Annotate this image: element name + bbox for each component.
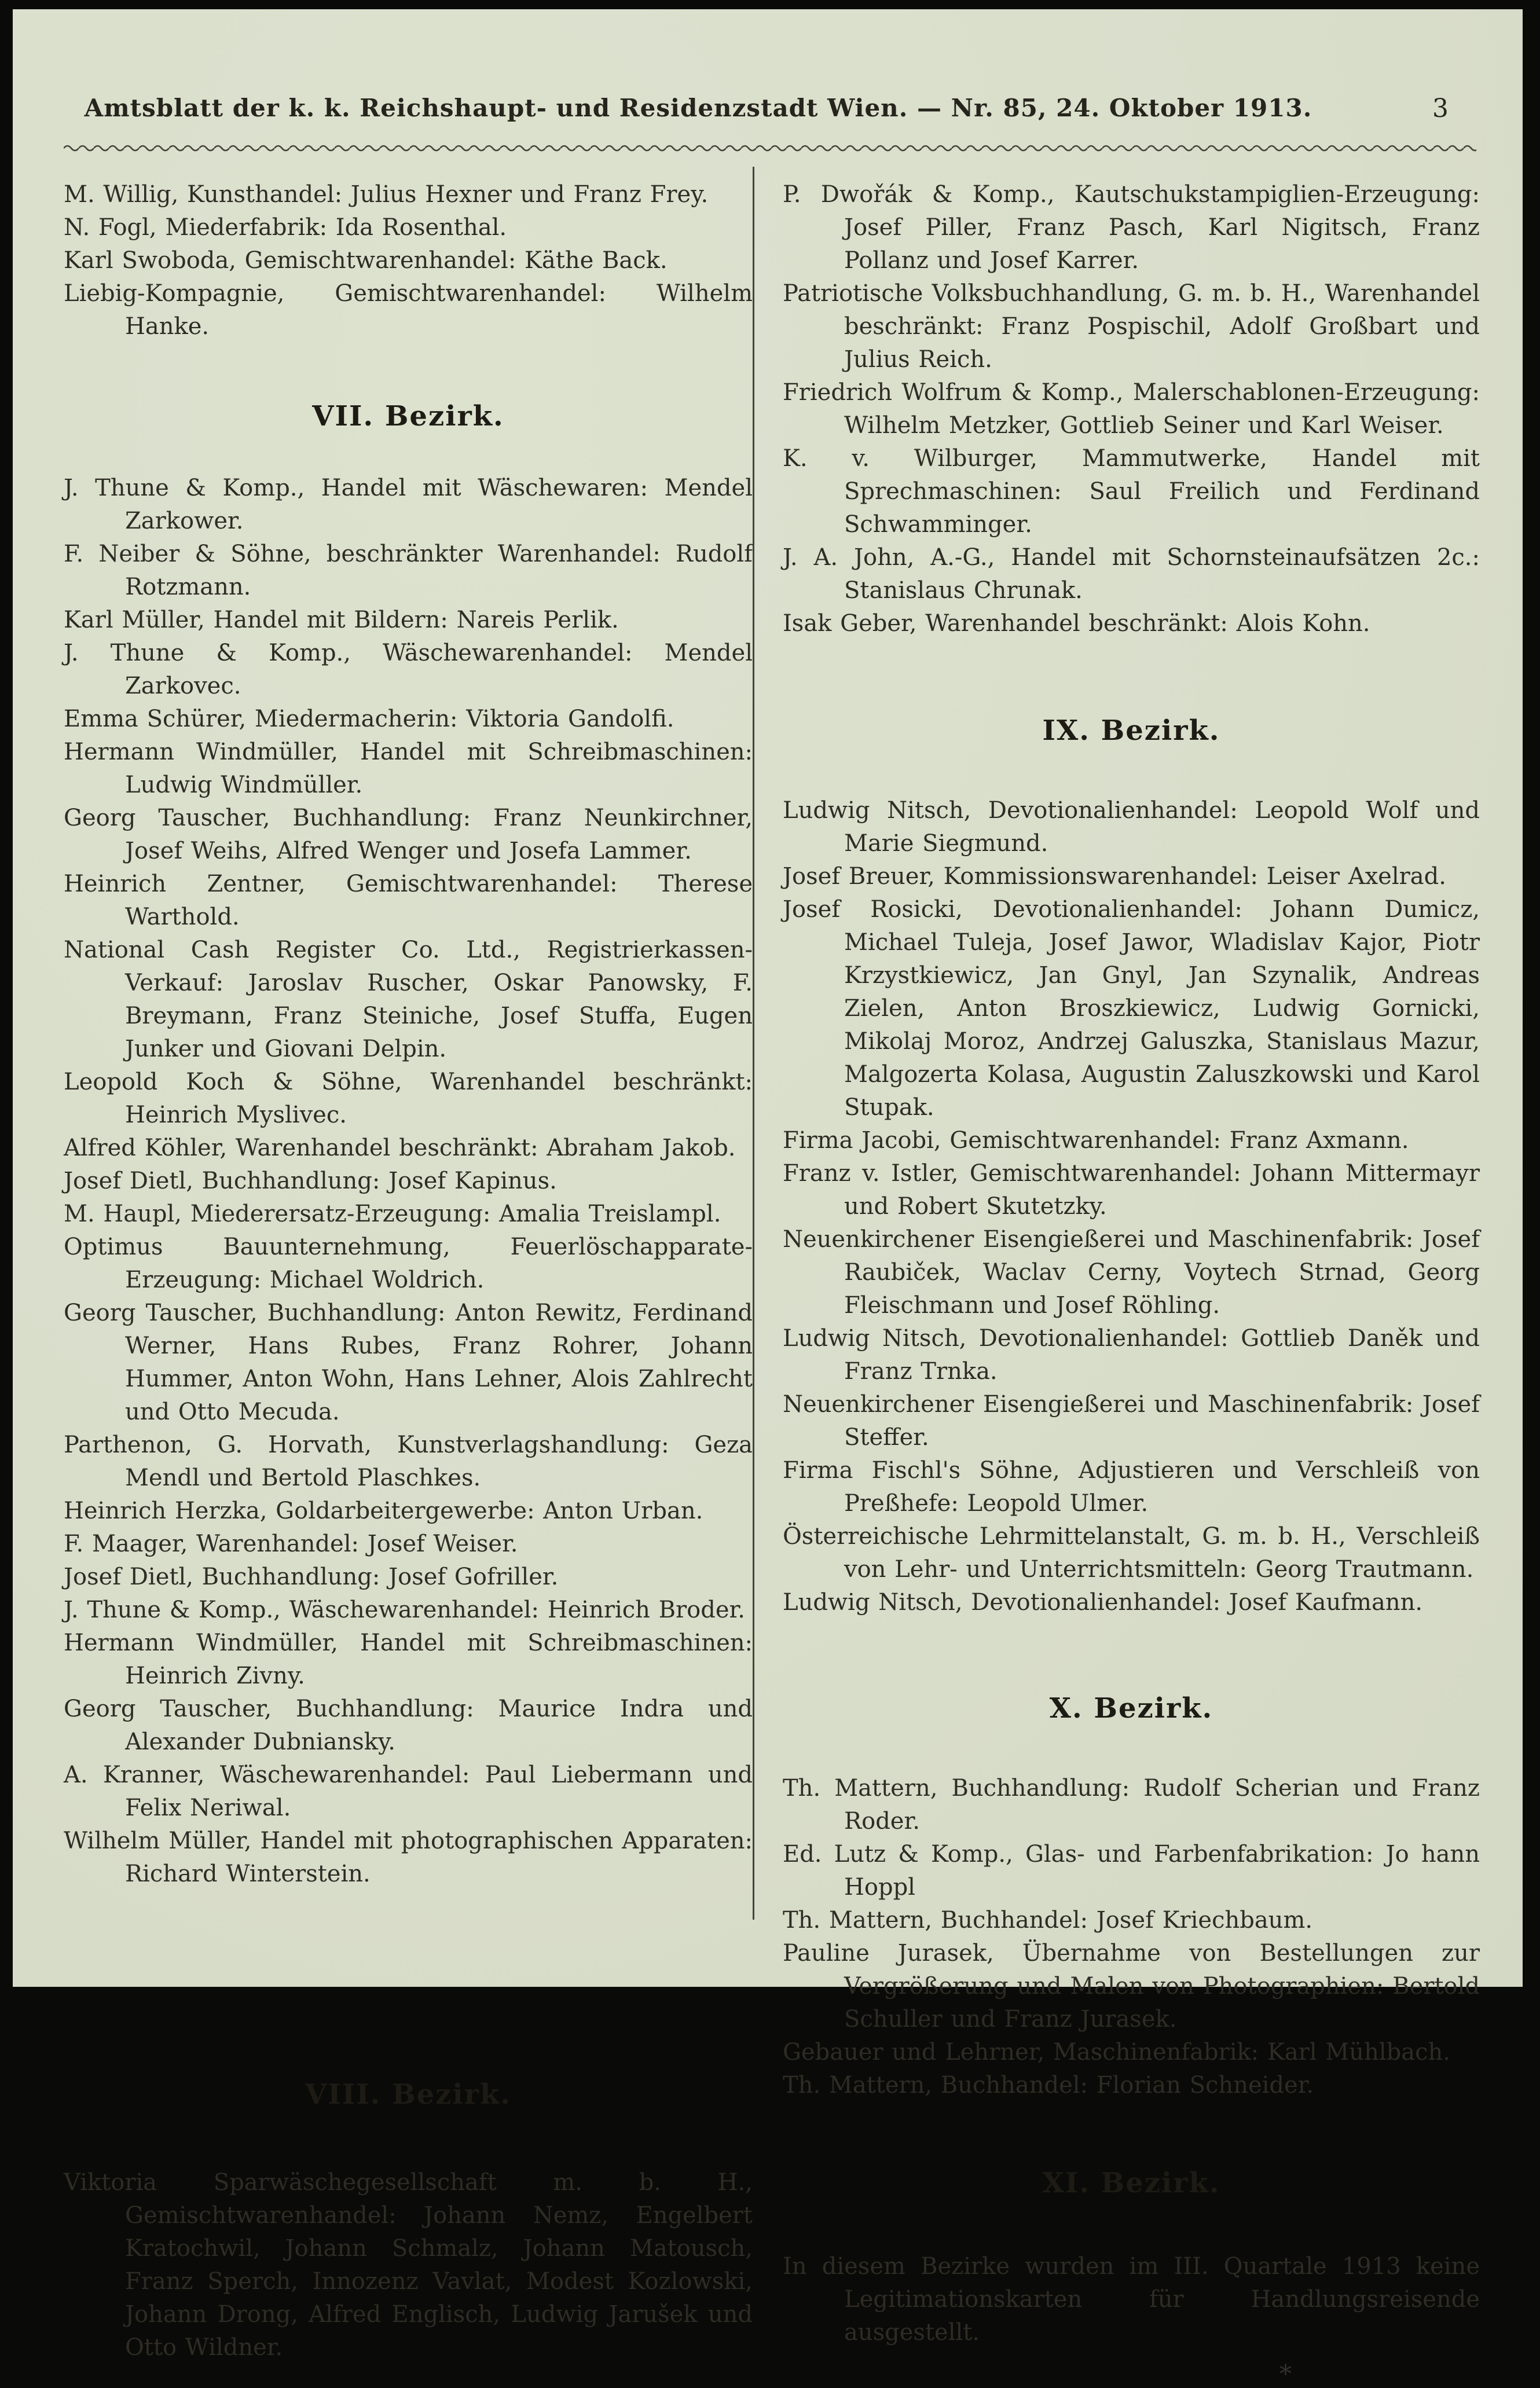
page-number: 3 — [1432, 94, 1449, 123]
section-heading-ix-bezirk: IX. Bezirk. — [1042, 714, 1220, 747]
registry-entry: Parthenon, G. Horvath, Kunstverlagshandlung: Geza Mendl und Bertold Plaschkes. — [64, 1432, 753, 1491]
footnote-asterisk: * — [1279, 2360, 1292, 2388]
registry-entry: Hermann Windmüller, Handel mit Schreibmaschinen: Heinrich Zivny. — [64, 1630, 753, 1689]
registry-entry: Ludwig Nitsch, Devotionalienhandel: Leopold Wolf und Marie Siegmund. — [783, 797, 1480, 857]
registry-entry: J. A. John, A.-G., Handel mit Schornsteinaufsätzen 2c.: Stanislaus Chrunak. — [783, 544, 1480, 604]
registry-entry: National Cash Register Co. Ltd., Registrierkassen-Verkauf: Jaroslav Ruscher, Oskar Panowsky, F. Breymann, Franz Steiniche, Josef Stuffa, Eugen Junker und Giovani Delpin. — [64, 937, 753, 1062]
registry-entry: Georg Tauscher, Buchhandlung: Franz Neunkirchner, Josef Weihs, Alfred Wenger und Josefa Lammer. — [64, 805, 753, 864]
masthead-title: Amtsblatt der k. k. Reichshaupt- und Residenzstadt Wien. — Nr. 85, 24. Oktober 1913. — [84, 94, 1312, 122]
registry-entry: F. Maager, Warenhandel: Josef Weiser. — [64, 1531, 518, 1557]
section-heading-vii-bezirk: VII. Bezirk. — [312, 400, 504, 432]
registry-entry: Neuenkirchener Eisengießerei und Maschinenfabrik: Josef Raubiček, Waclav Cerny, Voytech Strnad, Georg Fleischmann und Josef Röhling. — [783, 1226, 1480, 1319]
registry-entry: Ludwig Nitsch, Devotionalienhandel: Gottlieb Daněk und Franz Trnka. — [783, 1325, 1480, 1385]
registry-entry: Josef Rosicki, Devotionalienhandel: Johann Dumicz, Michael Tuleja, Josef Jawor, Wladislav Kajor, Piotr Krzystkiewicz, Jan Gnyl, Jan Szynalik, Andreas Zielen, Anton Broszkiewicz, Ludwig Gornicki, Mikolaj Moroz, Andrzej Galuszka, Stanislaus Mazur, Malgozerta Kolasa, Augustin Zaluszkowski und Karol Stupak. — [783, 896, 1480, 1121]
registry-entry: Neuenkirchener Eisengießerei und Maschinenfabrik: Josef Steffer. — [783, 1391, 1480, 1451]
entry-list-vii-bezirk — [64, 472, 753, 1891]
registry-entry: Emma Schürer, Miedermacherin: Viktoria Gandolfi. — [64, 706, 674, 732]
registry-entry: Josef Breuer, Kommissionswarenhandel: Leiser Axelrad. — [783, 863, 1446, 890]
registry-entry: M. Willig, Kunsthandel: Julius Hexner und Franz Frey. — [64, 181, 709, 208]
entry-list-viii-bezirk — [64, 2166, 753, 2364]
registry-entry: F. Neiber & Söhne, beschränkter Warenhandel: Rudolf Rotzmann. — [64, 541, 753, 600]
page-header — [13, 9, 1523, 134]
registry-entry: J. Thune & Komp., Handel mit Wäschewaren: Mendel Zarkower. — [64, 475, 753, 534]
registry-entry: Franz v. Istler, Gemischtwarenhandel: Johann Mittermayr und Robert Skutetzky. — [783, 1160, 1480, 1220]
right-column — [783, 178, 1480, 2388]
registry-entry: Pauline Jurasek, Übernahme von Bestellungen zur Vergrößerung und Malen von Photographien: Bertold Schuller und Franz Jurasek. — [783, 1940, 1480, 2033]
registry-entry: Friedrich Wolfrum & Komp., Malerschablonen-Erzeugung: Wilhelm Metzker, Gottlieb Seiner und Karl Weiser. — [783, 379, 1480, 439]
registry-entry: Heinrich Herzka, Goldarbeitergewerbe: Anton Urban. — [64, 1498, 703, 1524]
registry-entry: A. Kranner, Wäschewarenhandel: Paul Liebermann und Felix Neriwal. — [64, 1762, 753, 1821]
registry-entry: Alfred Köhler, Warenhandel beschränkt: Abraham Jakob. — [64, 1135, 736, 1161]
two-column-body — [13, 152, 1523, 2388]
registry-entry: Gebauer und Lehrner, Maschinenfabrik: Karl Mühlbach. — [783, 2039, 1450, 2066]
registry-entry: Georg Tauscher, Buchhandlung: Maurice Indra und Alexander Dubniansky. — [64, 1696, 753, 1755]
registry-entry: Heinrich Zentner, Gemischtwarenhandel: Therese Warthold. — [64, 871, 753, 930]
registry-entry: Patriotische Volksbuchhandlung, G. m. b. H., Warenhandel beschränkt: Franz Pospischil, Adolf Großbart und Julius Reich. — [783, 280, 1480, 373]
wavy-rule-divider — [64, 142, 1476, 152]
registry-entry: N. Fogl, Miederfabrik: Ida Rosenthal. — [64, 214, 507, 241]
registry-entry: Josef Dietl, Buchhandlung: Josef Kapinus. — [64, 1168, 557, 1194]
registry-entry: Th. Mattern, Buchhandel: Florian Schneider. — [783, 2072, 1314, 2099]
registry-entry: In diesem Bezirke wurden im III. Quartale 1913 keine Legitimationskarten für Handlungsreisende ausgestellt. — [783, 2253, 1480, 2346]
registry-entry: Leopold Koch & Söhne, Warenhandel beschränkt: Heinrich Myslivec. — [64, 1069, 753, 1128]
entry-list-x-bezirk — [783, 1772, 1480, 2102]
registry-entry: Th. Mattern, Buchhandel: Josef Kriechbaum. — [783, 1907, 1313, 1934]
registry-entry: Hermann Windmüller, Handel mit Schreibmaschinen: Ludwig Windmüller. — [64, 739, 753, 798]
scanned-gazette-page — [13, 9, 1523, 2388]
entry-list-ix-bezirk — [783, 794, 1480, 1619]
registry-entry: K. v. Wilburger, Mammutwerke, Handel mit Sprechmaschinen: Saul Freilich und Ferdinand Schwamminger. — [783, 445, 1480, 538]
registry-entry: Ed. Lutz & Komp., Glas- und Farbenfabrikation: Jo hann Hoppl — [783, 1841, 1480, 1901]
registry-entry: Karl Swoboda, Gemischtwarenhandel: Käthe Back. — [64, 247, 668, 274]
entry-list-xi-bezirk — [783, 2250, 1480, 2349]
registry-entry: Wilhelm Müller, Handel mit photographischen Apparaten: Richard Winterstein. — [64, 1828, 753, 1887]
registry-entry: Isak Geber, Warenhandel beschränkt: Alois Kohn. — [783, 610, 1370, 637]
entry-list-viii-continuation — [783, 178, 1480, 640]
registry-entry: Österreichische Lehrmittelanstalt, G. m. b. H., Verschleiß von Lehr- und Unterrichtsmitteln: Georg Trautmann. — [783, 1523, 1480, 1583]
registry-entry: Josef Dietl, Buchhandlung: Josef Gofriller. — [64, 1564, 559, 1590]
registry-entry: Th. Mattern, Buchhandlung: Rudolf Scherian und Franz Roder. — [783, 1775, 1480, 1835]
registry-entry: Georg Tauscher, Buchhandlung: Anton Rewitz, Ferdinand Werner, Hans Rubes, Franz Rohrer, Johann Hummer, Anton Wohn, Hans Lehner, Alois Zahlrecht und Otto Mecuda. — [64, 1300, 753, 1425]
registry-entry: Firma Fischl's Söhne, Adjustieren und Verschleiß von Preßhefe: Leopold Ulmer. — [783, 1457, 1480, 1517]
registry-entry: P. Dwořák & Komp., Kautschukstampiglien-Erzeugung: Josef Piller, Franz Pasch, Karl Nigitsch, Franz Pollanz und Josef Karrer. — [783, 181, 1480, 274]
registry-entry: Viktoria Sparwäschegesellschaft m. b. H., Gemischtwarenhandel: Johann Nemz, Engelbert Kratochwil, Johann Schmalz, Johann Matousch, Franz Sperch, Innozenz Vavlat, Modest Kozlowski, Johann Drong, Alfred Englisch, Ludwig Jarušek und Otto Wildner. — [64, 2169, 753, 2361]
registry-entry: J. Thune & Komp., Wäschewarenhandel: Heinrich Broder. — [64, 1597, 745, 1623]
registry-entry: Firma Jacobi, Gemischtwarenhandel: Franz Axmann. — [783, 1127, 1409, 1154]
registry-entry: J. Thune & Komp., Wäschewarenhandel: Mendel Zarkovec. — [64, 640, 753, 699]
registry-entry: Optimus Bauunternehmung, Feuerlöschapparate-Erzeugung: Michael Woldrich. — [64, 1234, 753, 1293]
section-heading-x-bezirk: X. Bezirk. — [1049, 1692, 1213, 1725]
registry-entry: Ludwig Nitsch, Devotionalienhandel: Josef Kaufmann. — [783, 1589, 1423, 1616]
section-heading-viii-bezirk: VIII. Bezirk. — [305, 2078, 511, 2111]
entry-list-intro — [64, 178, 753, 343]
registry-entry: Karl Müller, Handel mit Bildern: Nareis Perlik. — [64, 607, 619, 633]
left-column — [64, 178, 753, 2388]
section-heading-xi-bezirk: XI. Bezirk. — [1042, 2167, 1220, 2199]
column-divider-line — [753, 167, 754, 1920]
registry-entry: Liebig-Kompagnie, Gemischtwarenhandel: Wilhelm Hanke. — [64, 280, 753, 340]
registry-entry: M. Haupl, Miederersatz-Erzeugung: Amalia Treislampl. — [64, 1201, 721, 1227]
